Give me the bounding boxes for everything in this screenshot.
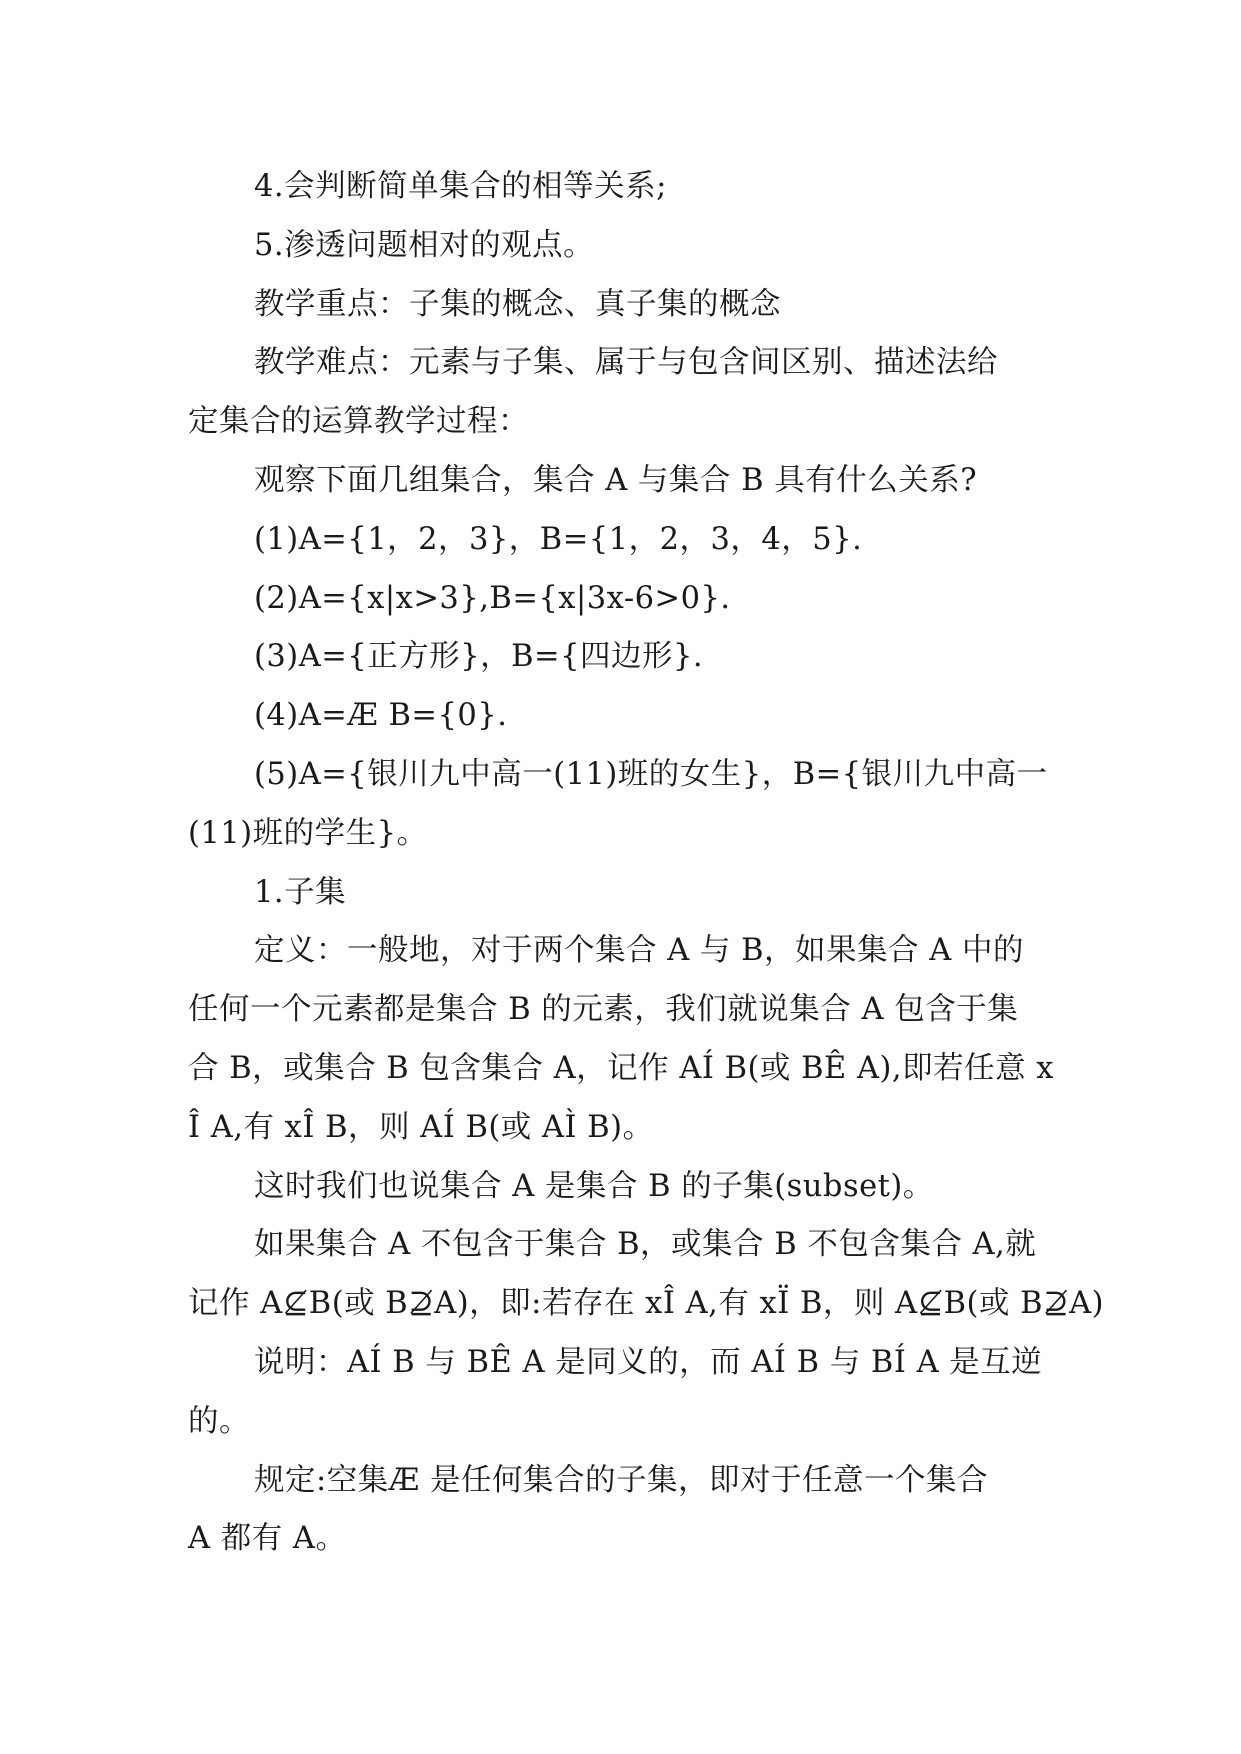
document-body: [188, 158, 1105, 1569]
text-line: 定义：一般地，对于两个集合 A 与 B，如果集合 A 中的: [254, 933, 1024, 969]
text-line: 教学难点：元素与子集、属于与包含间区别、描述法给: [254, 345, 998, 381]
text-line: (4)A=Æ B={0}.: [254, 698, 508, 734]
text-line: 记作 A⊈B(或 B⊉A)，即:若存在 xÎ A,有 xÏ B，则 A⊈B(或 B⊉A): [188, 1286, 1105, 1322]
text-line: 定集合的运算教学过程：: [188, 404, 529, 440]
text-line: 这时我们也说集合 A 是集合 B 的子集(subset)。: [254, 1168, 934, 1204]
text-line: 教学重点：子集的概念、真子集的概念: [254, 286, 781, 322]
text-line: 如果集合 A 不包含于集合 B，或集合 B 不包含集合 A,就: [254, 1227, 1037, 1263]
text-line: A 都有 A。: [188, 1521, 347, 1557]
text-line: 规定:空集Æ 是任何集合的子集，即对于任意一个集合: [254, 1462, 988, 1498]
text-line: 观察下面几组集合，集合 A 与集合 B 具有什么关系?: [254, 462, 978, 498]
text-line: 说明：AÍ B 与 BÊ A 是同义的，而 AÍ B 与 BÍ A 是互逆: [254, 1344, 1043, 1380]
text-line: (3)A={正方形}，B={四边形}.: [254, 639, 704, 675]
text-line: (5)A={银川九中高一(11)班的女生}，B={银川九中高一: [254, 756, 1048, 792]
text-line: 合 B，或集合 B 包含集合 A，记作 AÍ B(或 BÊ A),即若任意 x: [188, 1050, 1054, 1086]
text-line: (1)A={1，2，3}，B={1，2，3，4，5}.: [254, 521, 863, 557]
section-heading: 1.子集: [254, 874, 347, 910]
text-line: 的。: [188, 1403, 250, 1439]
text-line: Î A,有 xÎ B，则 AÍ B(或 AÌ B)。: [188, 1109, 654, 1145]
text-line: 4.会判断简单集合的相等关系;: [254, 169, 667, 204]
text-line: (2)A={x|x>3},B={x|3x-6>0}.: [254, 580, 731, 616]
text-line: 任何一个元素都是集合 B 的元素，我们就说集合 A 包含于集: [188, 992, 1019, 1028]
text-line: 5.渗透问题相对的观点。: [254, 227, 595, 263]
text-line: (11)班的学生}。: [188, 815, 428, 851]
